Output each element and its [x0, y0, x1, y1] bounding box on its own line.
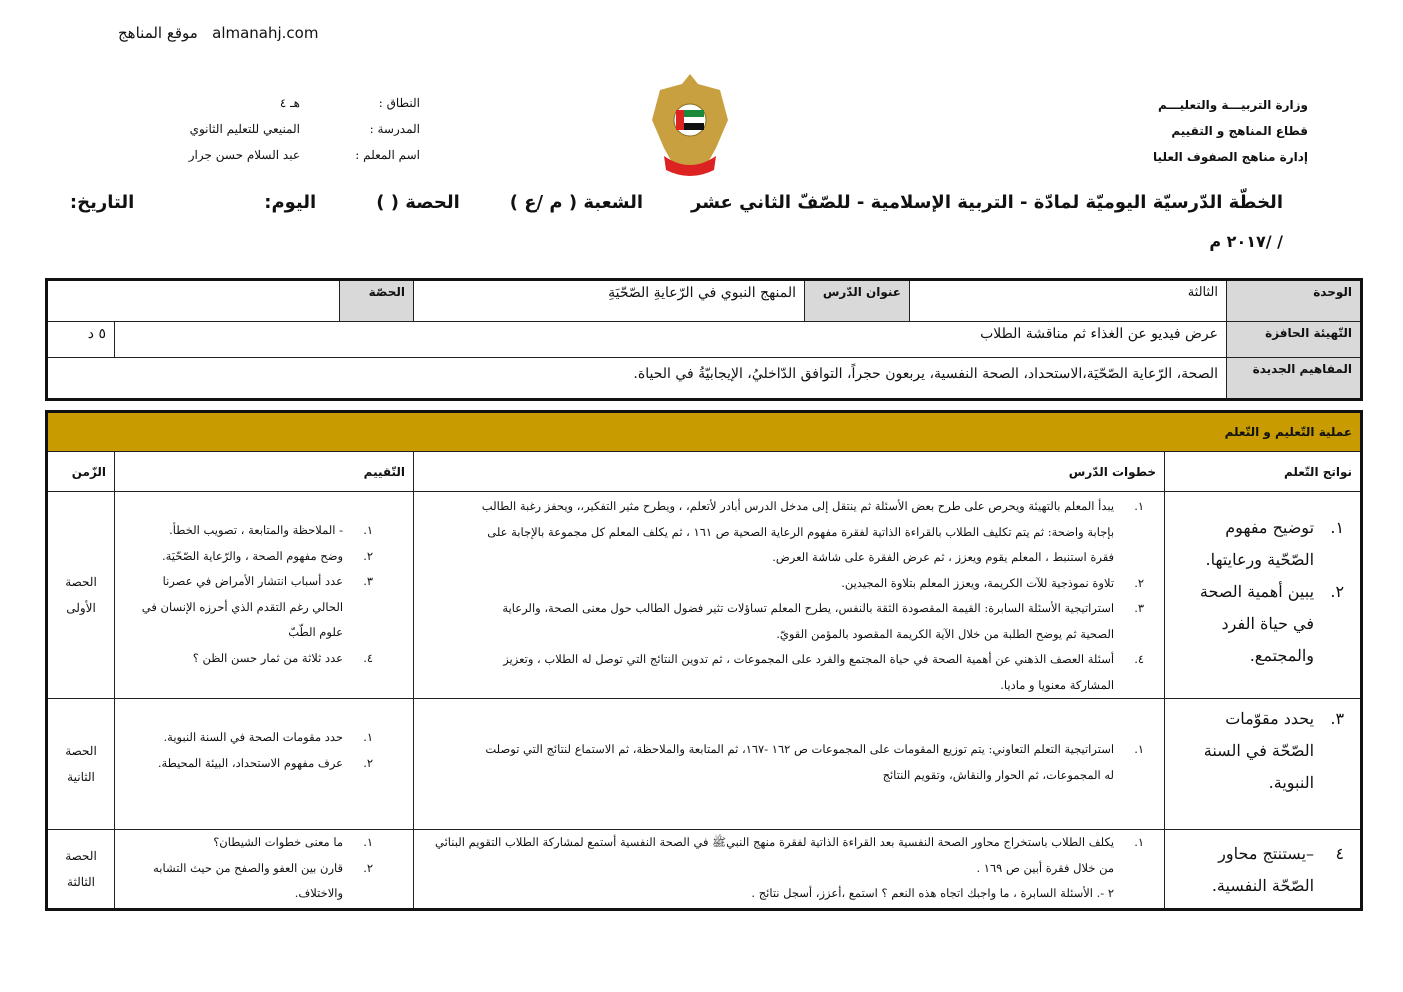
period-time: الحصة الثالثة — [47, 830, 115, 910]
period-label: الحصّة — [340, 280, 414, 322]
warmup-time: ٥ د — [47, 322, 115, 358]
title-main: الخطّة الدّرسيّة اليوميّة لمادّة - التربية الإسلامية - للصّفّ الثاني عشر — [691, 192, 1283, 213]
period-time: الحصة الثانية — [47, 699, 115, 830]
title-date-label: التاريخ: — [69, 192, 135, 213]
outcome-item: ١. توضيح مفهوم الصّحّية ورعايتها. — [1205, 518, 1345, 569]
step-item: ٤. أسئلة العصف الذهني عن أهمية الصحة في حياة المجتمع والفرد على المجموعات ، ثم تدوين النتائج التي توصل له الطلاب ، وتعزيز المشاركة معنويا و ماديا. — [503, 652, 1145, 692]
uae-emblem-icon — [650, 70, 730, 180]
concepts-value: الصحة، الرّعاية الصّحّيَة،الاستحداد، الصحة النفسية، يربعون حجراً، التوافق الدّاخليُ، الإيجابيّةُ في الحياة. — [47, 358, 1227, 400]
outcome-item: ٤ –يستنتج محاور الصّحّة النفسية. — [1211, 844, 1345, 895]
header-steps: خطوات الدّرس — [414, 452, 1165, 492]
header-time: الزّمن — [47, 452, 115, 492]
step-item: ١. يكلف الطلاب باستخراج محاور الصحة النفسية بعد القراءة الذاتية لفقرة منهج النبيﷺ في الصحة النفسية أستمع لمشاركة الطلاب التقويم البنائي من خلال فقرة أبين ص ١٦٩ . — [435, 835, 1145, 875]
title-section: الشعبة ( م /ع ) — [509, 192, 644, 213]
assessment-item: ٤. عدد ثلاثة من ثمار حسن الظن ؟ — [192, 650, 374, 665]
lesson-value: المنهج النبوي في الرّعايةِ الصّحّيَةِ — [414, 280, 805, 322]
ministry-line: وزارة التربيـــة والتعليـــم — [1157, 98, 1308, 112]
assessment-item: ٢. وضح مفهوم الصحة ، والرّعاية الصّحّيَة. — [161, 548, 374, 563]
unit-label: الوحدة — [1227, 280, 1362, 322]
assessment-item: ٢. عرف مفهوم الاستحداد، البيئة المحيطة. — [157, 755, 374, 770]
table-row — [47, 699, 1362, 830]
header-assessment: التّقييم — [115, 452, 414, 492]
teacher-label: اسم المعلم : — [355, 148, 420, 162]
concepts-label: المفاهيم الجديدة — [1227, 358, 1362, 400]
site-domain: almanahj.com — [212, 24, 319, 42]
table-row — [47, 830, 1362, 910]
department-line: إدارة مناهج الصفوف العليا — [1153, 150, 1308, 164]
step-item: ١. يبدأ المعلم بالتهيئة ويحرص على طرح بعض الأسئلة ثم ينتقل إلى مدخل الدرس أبادر لأتعلم، ، ويطرح مثير التفكير،، ويحفز رغبة الطالب بإجابة واضحة: ثم يتم تكليف الطلاب بالقراءة الذاتية لفقرة مفهوم الرعاية الصحية ص ١٦١ ، ثم يكلف المعلم كل مجموعة بالإجابة على فقرة استنبط ، المعلم يقوم ويعزز ، ثم عرض الفقرة على شاشة العرض. — [481, 499, 1145, 564]
unit-value: الثالثة — [910, 280, 1227, 322]
header-outcomes: نواتج التّعلم — [1165, 452, 1362, 492]
warmup-label: التّهيئة الحافزة — [1227, 322, 1362, 358]
outcome-item: ٣. يحدد مقوّمات الصّحّة في السنة النبوية. — [1203, 709, 1345, 792]
assessment-item: ١. ما معنى خطوات الشيطان؟ — [213, 835, 374, 849]
step-item: ٢ -. الأسئلة السابرة ، ما واجبك اتجاه هذه النعم ؟ استمع ،أعزز، أسجل نتائج . — [751, 886, 1115, 900]
assessment-item: ١. حدد مقومات الصحة في السنة النبوية. — [163, 730, 374, 744]
learning-process-table — [45, 410, 1363, 911]
warmup-value: عرض فيديو عن الغذاء ثم مناقشة الطلاب — [115, 322, 1227, 358]
sector-line: قطاع المناهج و التقييم — [1171, 124, 1308, 138]
zone-label: النطاق : — [378, 96, 420, 110]
title-day: اليوم: — [264, 192, 317, 213]
outcome-item: ٢. يبين أهمية الصحة في حياة الفرد والمجتمع. — [1199, 582, 1345, 665]
process-title: عملية التّعليم و التّعلم — [47, 412, 1362, 452]
date-value: / /٢٠١٧ م — [1209, 232, 1283, 251]
period-time: الحصة الأولى — [47, 492, 115, 699]
assessment-item: ٢. قارن بين العفو والصفح من حيث التشابه والاختلاف. — [153, 860, 374, 900]
step-item: ١. استراتيجية التعلم التعاوني: يتم توزيع المقومات على المجموعات ص ١٦٢ -١٦٧، ثم المتابعة والملاحظة، ثم الاستماع لنتائج التي توصلت له المجموعات، ثم الحوار والنقاش، وتقويم النتائج — [485, 742, 1145, 782]
plan-title — [69, 192, 1283, 213]
school-value: المنيعي للتعليم الثانوي — [189, 122, 300, 136]
school-info — [170, 90, 420, 168]
school-label: المدرسة : — [369, 122, 420, 136]
site-arabic: موقع المناهج — [118, 24, 198, 42]
table-row — [47, 492, 1362, 699]
zone-value: هـ ٤ — [279, 96, 300, 110]
teacher-value: عبد السلام حسن جرار — [188, 148, 300, 162]
period-value — [47, 280, 340, 322]
title-period: الحصة ( ) — [376, 192, 460, 213]
step-item: ٢. تلاوة نموذجية للآت الكريمة، ويعزز المعلم بتلاوة المجيدين. — [841, 575, 1145, 590]
step-item: ٣. استراتيجية الأسئلة السابرة: القيمة المقصودة الثقة بالنفس، يطرح المعلم تساؤلات تثير فضول الطالب حول معنى الصحة، والرعاية الصحية ثم يوضح الطلبة من خلال الآية الكريمة المقصود بالمؤمن القويّ. — [502, 601, 1145, 641]
assessment-item: ٣. عدد أسباب انتشار الأمراض في عصرنا الحالي رغم التقدم الذي أحرزه الإنسان في علوم الطّبّ — [141, 574, 374, 639]
site-watermark-header — [118, 24, 318, 42]
lesson-info-table — [45, 278, 1363, 401]
assessment-item: ١. - الملاحظة والمتابعة ، تصويب الخطأ. — [169, 523, 374, 537]
ministry-header — [1153, 92, 1308, 170]
lesson-label: عنوان الدّرس — [805, 280, 910, 322]
